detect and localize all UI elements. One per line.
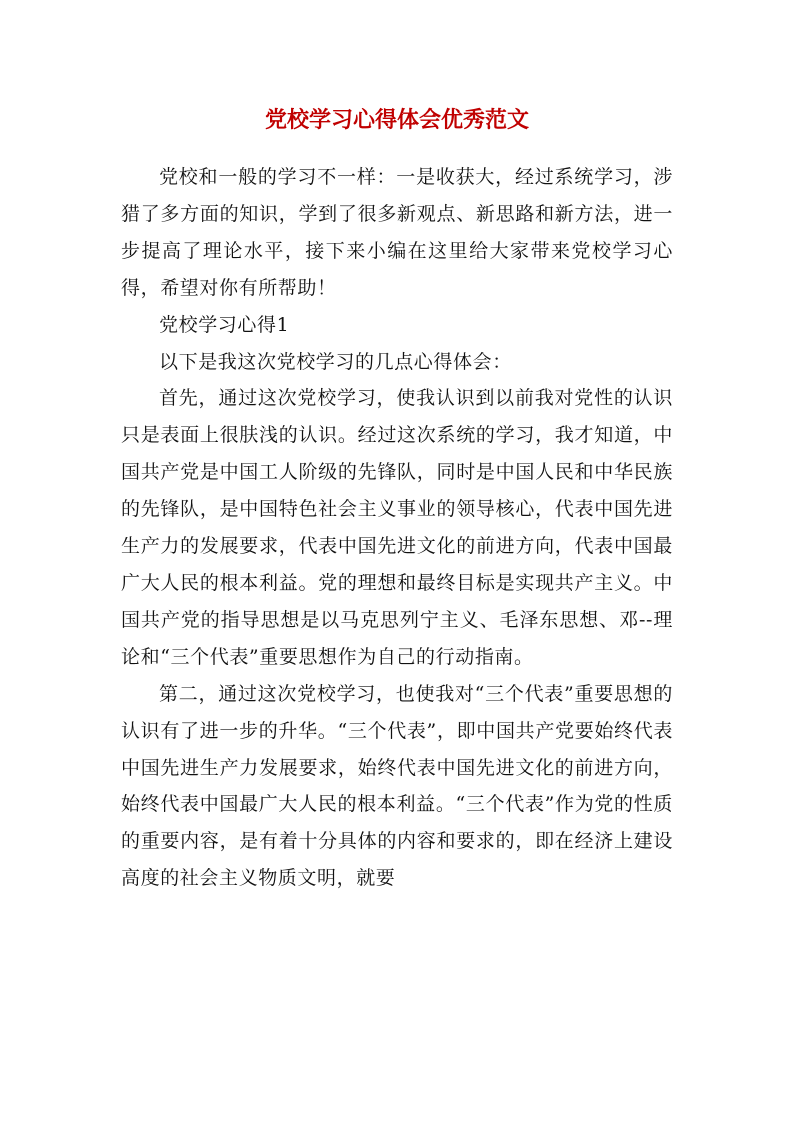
paragraph-first-point: 首先，通过这次党校学习，使我认识到以前我对党性的认识只是表面上很肤浅的认识。经过这次系统的学习，我才知道，中国共产党是中国工人阶级的先锋队，同时是中国人民和中华民族的先锋队，是中国特色社会主义事业的领导核心，代表中国先进生产力的发展要求，代表中国先进文化的前进方向，代表中国最广大人民的根本利益。党的理想和最终目标是实现共产主义。中国共产党的指导思想是以马克思列宁主义、毛泽东思想、邓--理论和“三个代表”重要思想作为自己的行动指南。 bbox=[121, 387, 673, 668]
paragraph-lead: 以下是我这次党校学习的几点心得体会： bbox=[159, 350, 512, 373]
paragraph-second-point: 第二，通过这次党校学习，也使我对“三个代表”重要思想的认识有了进一步的升华。“三个代表”，即中国共产党要始终代表中国先进生产力发展要求，始终代表中国先进文化的前进方向，始终代表中国最广大人民的根本利益。“三个代表”作为党的性质的重要内容，是有着十分具体的内容和要求的，即在经济上建设高度的社会主义物质文明，就要 bbox=[121, 682, 673, 890]
paragraph-intro: 党校和一般的学习不一样：一是收获大，经过系统学习，涉猎了多方面的知识，学到了很多新观点、新思路和新方法，进一步提高了理论水平，接下来小编在这里给大家带来党校学习心得，希望对你有所帮助！ bbox=[121, 166, 673, 299]
paragraph-section-heading: 党校学习心得1 bbox=[159, 313, 290, 336]
document-body bbox=[121, 159, 673, 897]
document-title: 党校学习心得体会优秀范文 bbox=[264, 107, 529, 133]
